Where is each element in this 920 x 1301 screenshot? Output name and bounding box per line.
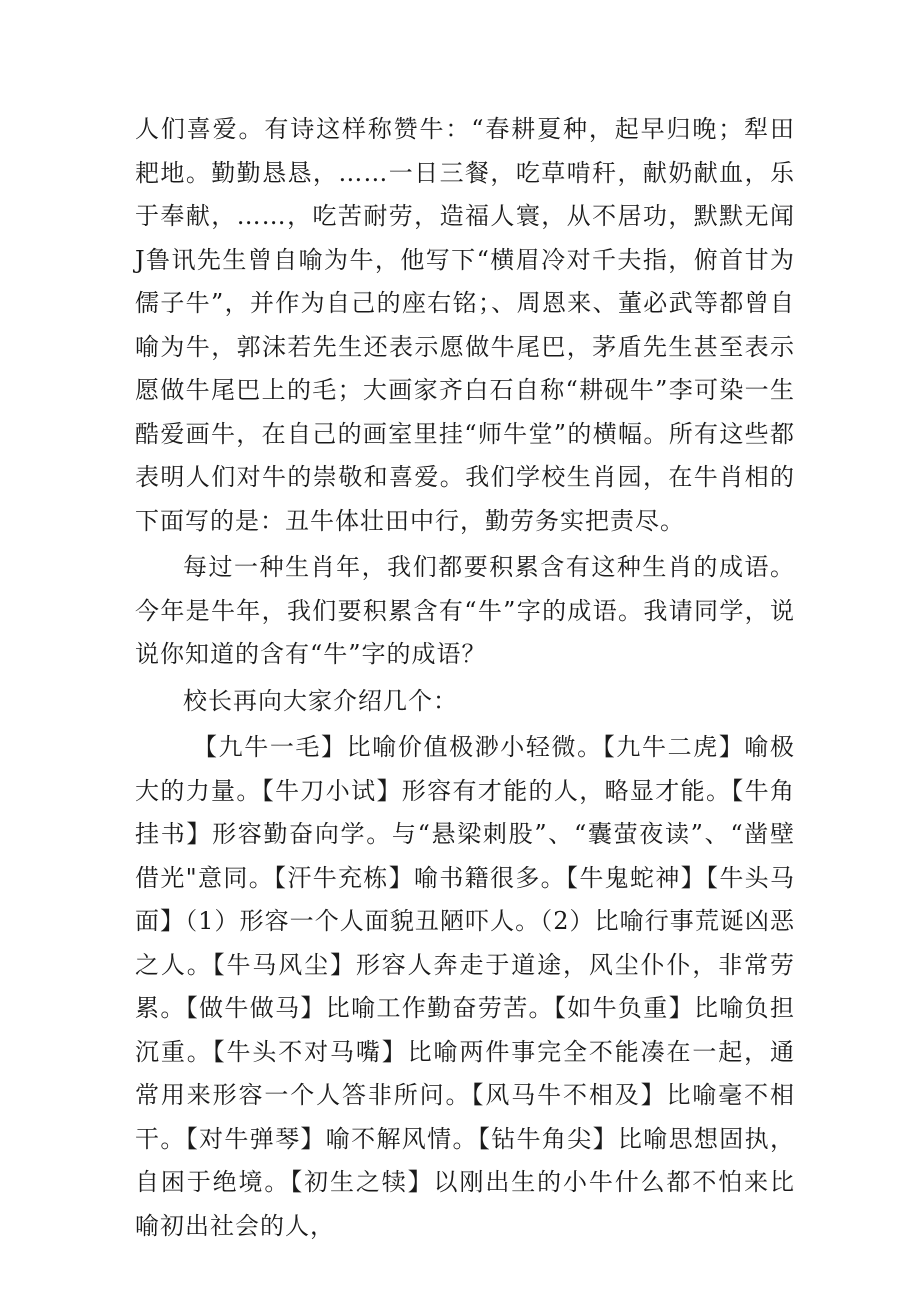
paragraph-principal-intro: 校长再向大家介绍几个：: [183, 686, 458, 715]
document-body: [135, 108, 795, 1251]
paragraph-idiom-list: 【九牛一毛】比喻价值极渺小轻微。【九牛二虎】喻极大的力量。【牛刀小试】形容有才能的人，略显才能。【牛角挂书】形容勤奋向学。与“悬梁刺股”、“囊萤夜读”、“凿壁借光"意同。【汗牛充栋】喻书籍很多。【牛鬼蛇神】【牛头马面】（1）形容一个人面貌丑陋吓人。（2）比喻行事荒诞凶恶之人。【牛马风尘】形容人奔走于道途，风尘仆仆，非常劳累。【做牛做马】比喻工作勤奋劳苦。【如牛负重】比喻负担沉重。【牛头不对马嘴】比喻两件事完全不能凑在一起，通常用来形容一个人答非所问。【风马牛不相及】比喻毫不相干。【对牛弹琴】喻不解风情。【钻牛角尖】比喻思想固执，自困于绝境。【初生之犊】以刚出生的小牛什么都不怕来比喻初出社会的人，: [135, 733, 795, 1240]
paragraph-ox-praise: 人们喜爱。有诗这样称赞牛：“春耕夏种，起早归晚；犁田耙地。勤勤恳恳，……一日三餐，吃草啃秆，献奶献血，乐于奉献，……，吃苦耐劳，造福人寰，从不居功，默默无闻J鲁讯先生曾自喻为牛，他写下“横眉冷对千夫指，俯首甘为儒子牛”，并作为自己的座右铭；、周恩来、董必武等都曾自喻为牛，郭沫若先生还表示愿做牛尾巴，茅盾先生甚至表示愿做牛尾巴上的毛；大画家齐白石自称“耕砚牛”李可染一生酷爱画牛，在自己的画室里挂“师牛堂”的横幅。所有这些都表明人们对牛的崇敬和喜爱。我们学校生肖园，在牛肖相的下面写的是：丑牛体壮田中行，勤劳务实把责尽。: [135, 115, 795, 535]
paragraph-zodiac-idioms-intro: 每过一种生肖年，我们都要积累含有这种生肖的成语。今年是牛年，我们要积累含有“牛”字的成语。我请同学，说说你知道的含有“牛”字的成语？: [135, 553, 795, 668]
